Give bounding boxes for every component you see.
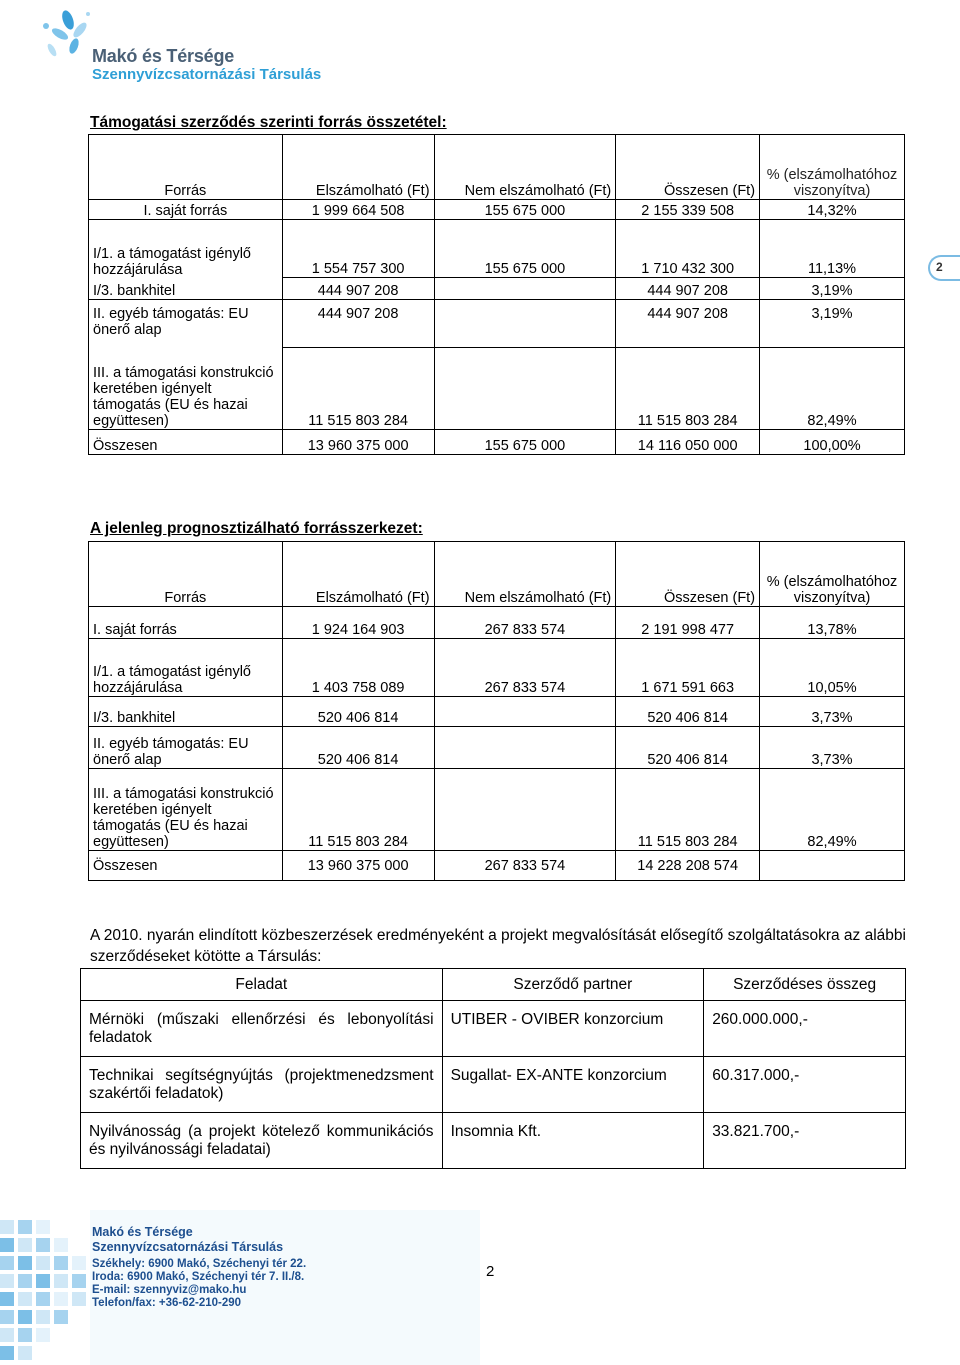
row-total: 11 515 803 284 [616,769,760,851]
table-row [81,1057,906,1113]
table-header-row [89,135,905,200]
header-pct: % (elszámolhatóhoz viszonyítva) [760,542,905,607]
row-task: Mérnöki (műszaki ellenőrzési és lebonyolítási feladatok [81,1001,443,1057]
row-total: 2 155 339 508 [616,200,760,220]
table-row [89,200,905,220]
row-pct: 11,13% [760,220,905,278]
row-eligible: 1 403 758 089 [282,639,434,697]
row-pct: 13,78% [760,607,905,639]
table-row [89,769,905,851]
header-eligible: Elszámolható (Ft) [282,542,434,607]
row-total: 14 116 050 000 [616,430,760,455]
footer-email[interactable]: E-mail: szennyviz@mako.hu [92,1284,247,1296]
section2-title: A jelenleg prognosztizálható forrásszerkezet: [90,520,423,537]
table-row [89,220,905,278]
row-non-eligible [434,697,616,727]
source-table-forecast [88,541,905,881]
row-non-eligible: 267 833 574 [434,639,616,697]
row-non-eligible: 155 675 000 [434,220,616,278]
row-non-eligible [434,769,616,851]
footer-org-sub: Szennyvízcsatornázási Társulás [92,1240,284,1254]
row-eligible: 11 515 803 284 [282,348,434,430]
row-label: I. saját forrás [89,607,283,639]
header-pct: % (elszámolhatóhoz viszonyítva) [760,135,905,200]
header-source: Forrás [89,542,283,607]
footer-seat: Székhely: 6900 Makó, Széchenyi tér 22. [92,1258,307,1270]
row-total: 1 671 591 663 [616,639,760,697]
table-row [89,697,905,727]
row-pct: 3,73% [760,727,905,769]
header-non-eligible: Nem elszámolható (Ft) [434,542,616,607]
row-label: III. a támogatási konstrukció keretében igényelt támogatás (EU és hazai együttesen) [89,348,283,430]
row-label: II. egyéb támogatás: EU önerő alap [89,300,283,348]
table-header-row [89,542,905,607]
header-eligible: Elszámolható (Ft) [282,135,434,200]
row-non-eligible: 155 675 000 [434,430,616,455]
row-eligible: 1 924 164 903 [282,607,434,639]
row-eligible: 1 999 664 508 [282,200,434,220]
contracts-intro: A 2010. nyarán elindított közbeszerzések eredményeként a projekt megvalósítását elősegítő szolgáltatásokra az alábbi szerződéseket kötötte a Társulás: [90,927,906,965]
row-task: Technikai segítségnyújtás (projektmenedzsment szakértői feladatok) [81,1057,443,1113]
row-eligible: 1 554 757 300 [282,220,434,278]
table-row [89,278,905,300]
table-row [89,639,905,697]
row-eligible: 13 960 375 000 [282,851,434,881]
footer-office: Iroda: 6900 Makó, Széchenyi tér 7. II./8. [92,1271,305,1283]
row-label: III. a támogatási konstrukció keretében igényelt támogatás (EU és hazai együttesen) [89,769,283,851]
table-row [81,1001,906,1057]
contracts-table [80,968,906,1169]
footer-org-name: Makó és Térsége [92,1225,193,1239]
row-total: 520 406 814 [616,727,760,769]
row-pct: 3,19% [760,300,905,348]
row-label: II. egyéb támogatás: EU önerő alap [89,727,283,769]
row-label: I/3. bankhitel [89,278,283,300]
row-eligible: 444 907 208 [282,300,434,348]
row-pct: 14,32% [760,200,905,220]
row-eligible: 444 907 208 [282,278,434,300]
header-task: Feladat [81,969,443,1001]
row-total: 520 406 814 [616,697,760,727]
table-row [89,300,905,348]
row-partner: UTIBER - OVIBER konzorcium [442,1001,704,1057]
row-label: Összesen [89,430,283,455]
header-total: Összesen (Ft) [616,135,760,200]
row-non-eligible: 267 833 574 [434,851,616,881]
row-non-eligible: 267 833 574 [434,607,616,639]
row-pct: 3,73% [760,697,905,727]
row-amount: 260.000.000,- [704,1001,906,1057]
logo-flower-icon [38,6,98,72]
table-row [89,727,905,769]
row-pct: 100,00% [760,430,905,455]
row-non-eligible [434,300,616,348]
table-row [89,607,905,639]
row-eligible: 520 406 814 [282,727,434,769]
row-total: 1 710 432 300 [616,220,760,278]
row-total: 444 907 208 [616,278,760,300]
row-eligible: 520 406 814 [282,697,434,727]
page-tab-number: 2 [936,260,943,274]
row-label: I/3. bankhitel [89,697,283,727]
row-total: 2 191 998 477 [616,607,760,639]
source-table-contract [88,134,905,455]
row-eligible: 13 960 375 000 [282,430,434,455]
row-pct: 82,49% [760,348,905,430]
header-amount: Szerződéses összeg [704,969,906,1001]
row-non-eligible: 155 675 000 [434,200,616,220]
row-amount: 60.317.000,- [704,1057,906,1113]
row-task: Nyilvánosság (a projekt kötelező kommunikációs és nyilvánossági feladatai) [81,1113,443,1169]
row-non-eligible [434,278,616,300]
footer-phone: Telefon/fax: +36-62-210-290 [92,1297,242,1309]
page-tab [928,255,960,281]
row-pct: 82,49% [760,769,905,851]
row-label: I. saját forrás [89,200,283,220]
row-total: 14 228 208 574 [616,851,760,881]
row-label: Összesen [89,851,283,881]
row-pct: 10,05% [760,639,905,697]
row-label: I/1. a támogatást igénylő hozzájárulása [89,639,283,697]
row-non-eligible [434,727,616,769]
logo-org-sub: Szennyvízcsatornázási Társulás [92,66,322,83]
page-number: 2 [486,1263,495,1280]
row-partner: Sugallat- EX-ANTE konzorcium [442,1057,704,1113]
header-total: Összesen (Ft) [616,542,760,607]
table-header-row [81,969,906,1001]
row-label: I/1. a támogatást igénylő hozzájárulása [89,220,283,278]
row-eligible: 11 515 803 284 [282,769,434,851]
row-amount: 33.821.700,- [704,1113,906,1169]
row-pct: 3,19% [760,278,905,300]
table-row [89,851,905,881]
header-source: Forrás [89,135,283,200]
header-non-eligible: Nem elszámolható (Ft) [434,135,616,200]
row-partner: Insomnia Kft. [442,1113,704,1169]
row-non-eligible [434,348,616,430]
row-pct [760,851,905,881]
section1-title: Támogatási szerződés szerinti forrás összetétel: [90,114,447,131]
table-row [81,1113,906,1169]
table-row [89,430,905,455]
logo-org-name: Makó és Térsége [92,46,235,66]
row-total: 444 907 208 [616,300,760,348]
table-row [89,348,905,430]
row-total: 11 515 803 284 [616,348,760,430]
header-partner: Szerződő partner [442,969,704,1001]
